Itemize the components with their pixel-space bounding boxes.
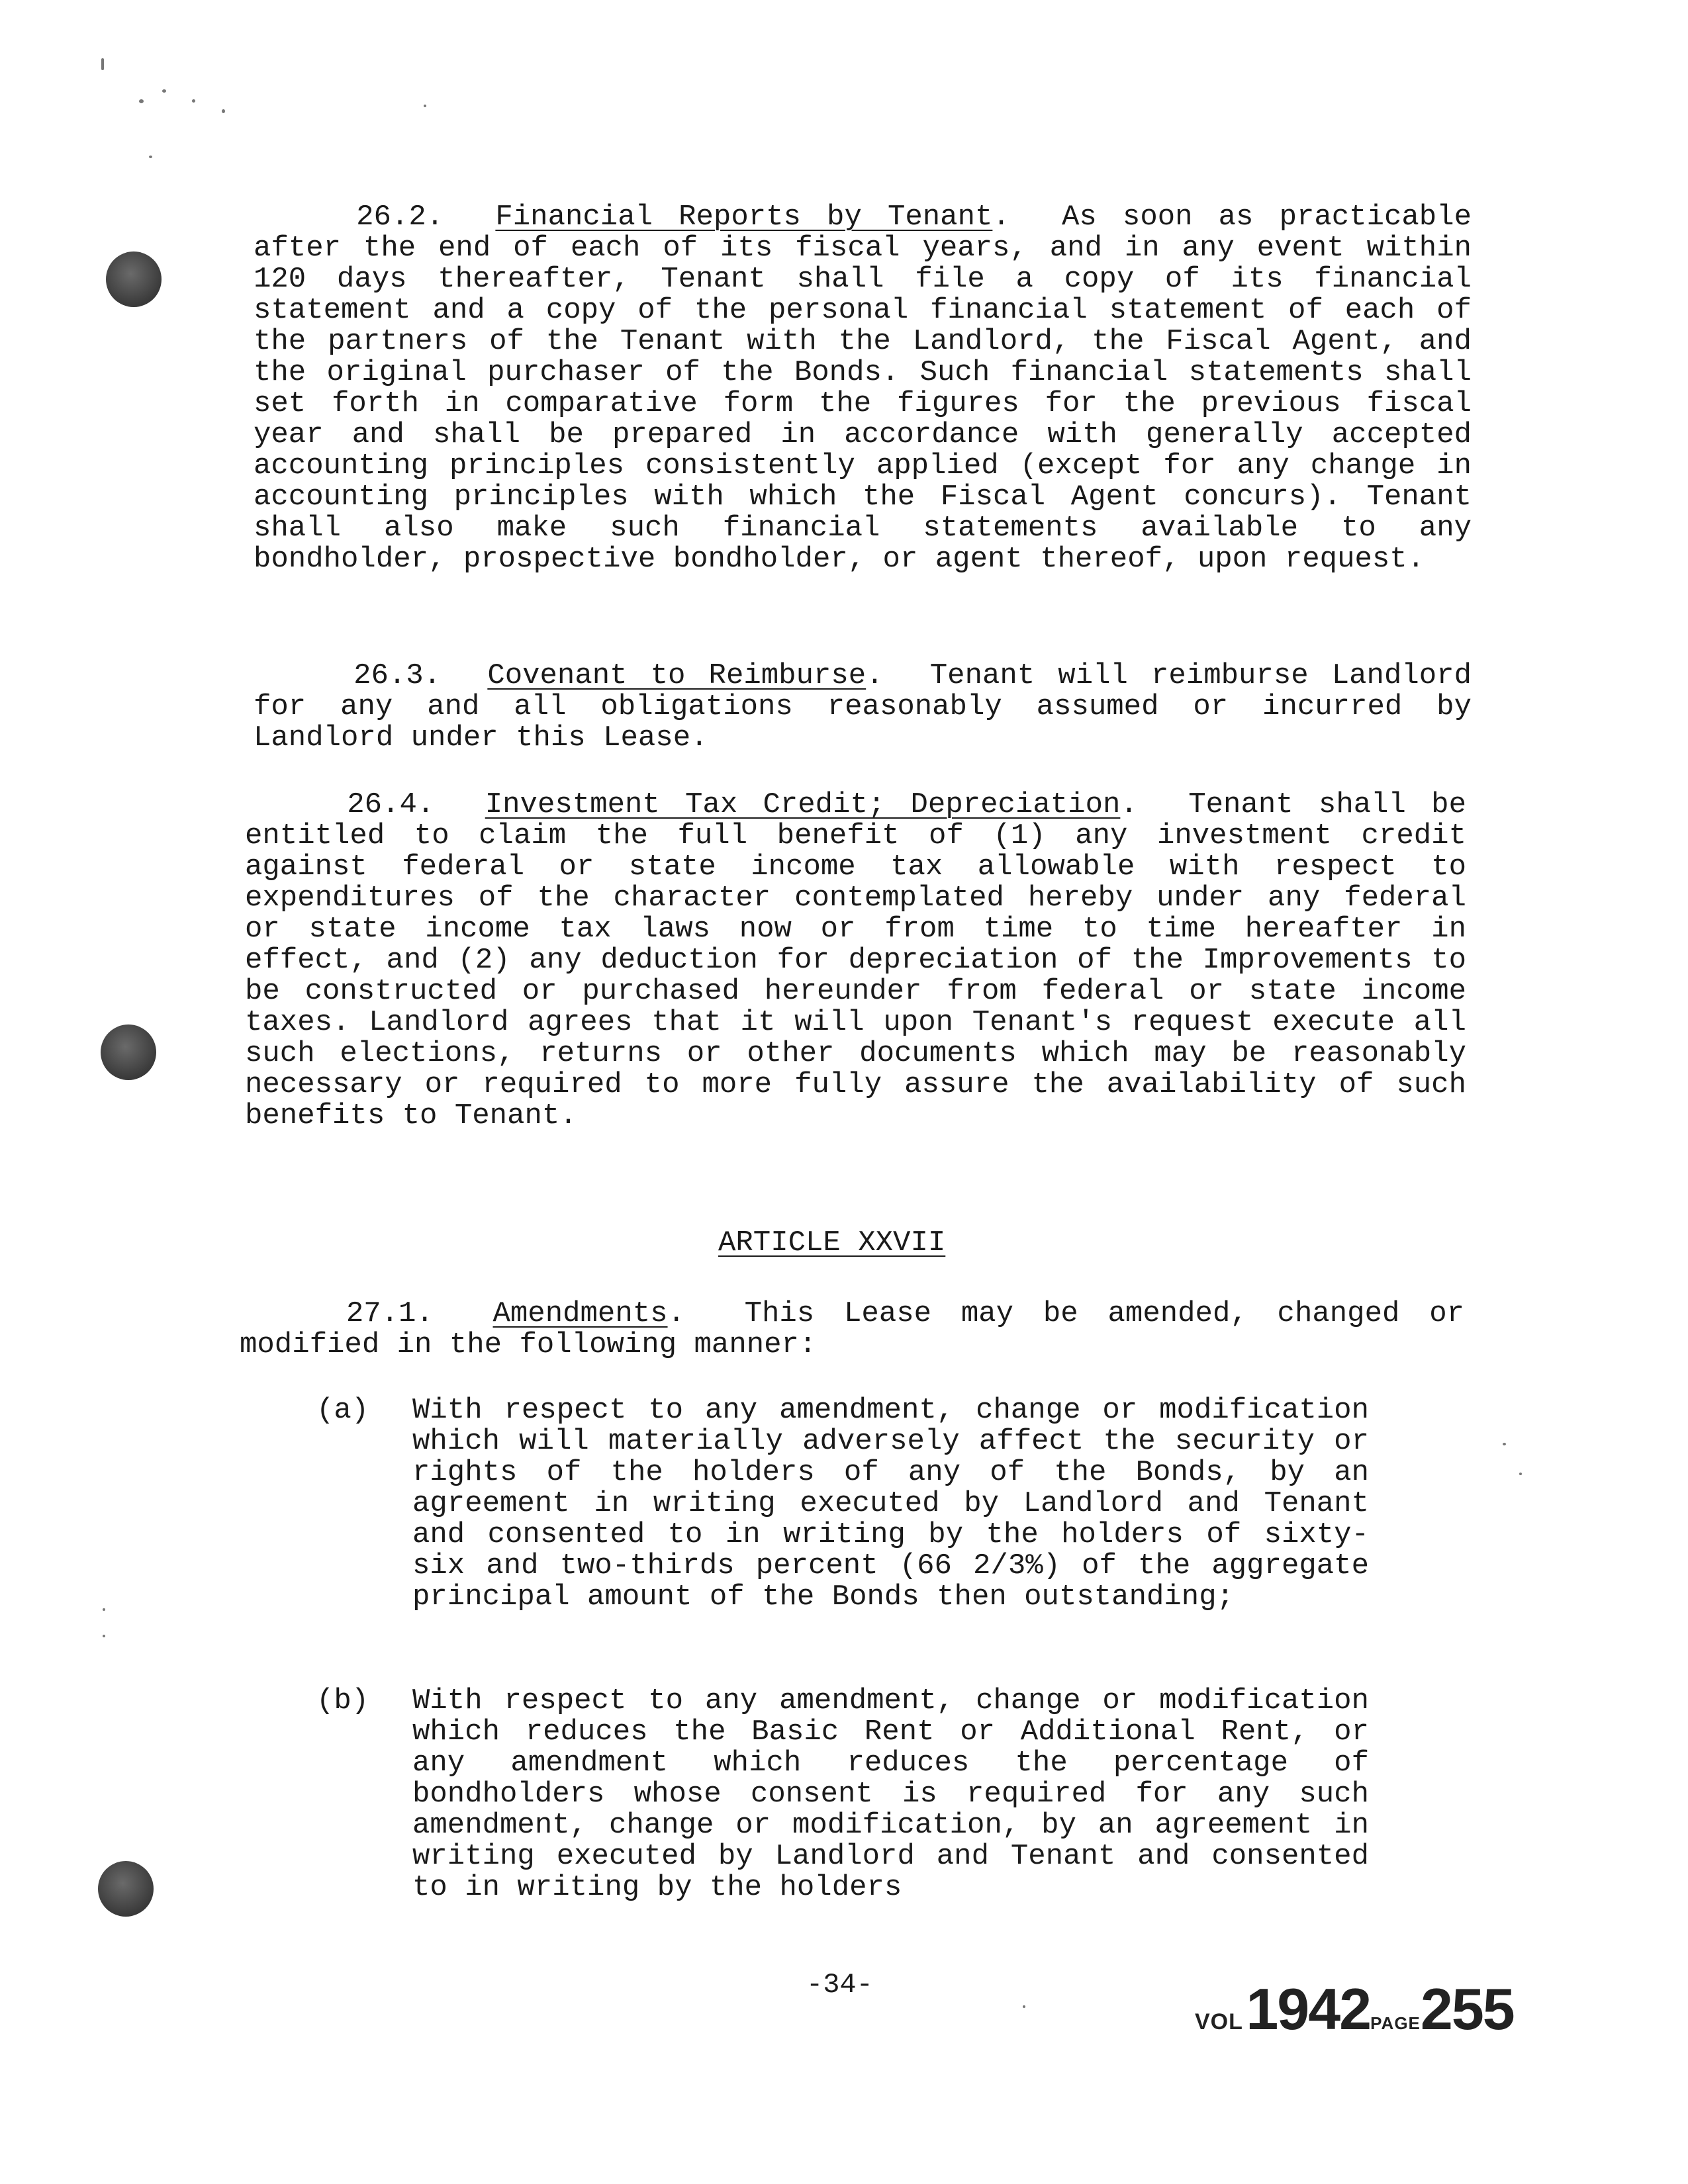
punch-hole-middle: [101, 1024, 156, 1080]
section-26-4-number: 26.4.: [347, 788, 435, 821]
page-number: -34-: [806, 1969, 873, 2001]
stamp-page-number: 255: [1420, 1976, 1514, 2042]
list-item-text: With respect to any amendment, change or modification which reduces the Basic Rent or Additional Rent, or any amendment which reduces the percentage of bondholders whose consent is required for any such amendment, change or modification, by an agreement in writing executed by Landlord and Tenant and consented to in writing by the holders: [412, 1684, 1369, 1904]
list-item: [316, 1395, 1369, 1660]
list-item-label: (a): [316, 1394, 369, 1427]
punch-hole-top: [106, 251, 162, 307]
scan-speck: [1503, 1443, 1506, 1445]
recording-stamp: [1195, 1976, 1514, 2043]
scan-speck: [1519, 1473, 1522, 1475]
section-26-4: 26.4. Investment Tax Credit; Depreciation. Tenant shall be entitled to claim the full benefit of (1) any investment credit against federal or state income tax allowable with respect to expenditures of the character contemplated hereby under any federal or state income tax laws now or from time to time hereafter in effect, and (2) any deduction for depreciation of the Improvements to be constructed or purchased hereunder from federal or state income taxes. Landlord agrees that it will upon Tenant's request execute all such elections, returns or other documents which may be reasonably necessary or required to more fully assure the availability of such benefits to Tenant.: [245, 788, 1466, 1132]
section-26-2-number: 26.2.: [356, 201, 444, 234]
scan-speck: [192, 99, 195, 103]
section-26-3-body: Tenant will reimburse Landlord for any and all obligations reasonably assumed or incurred by Landlord under this Lease.: [254, 659, 1472, 754]
scan-speck: [101, 58, 104, 70]
section-27-1: 27.1. Amendments. This Lease may be amended, changed or modified in the following manner:: [240, 1297, 1465, 1361]
section-26-3-heading: Covenant to Reimburse: [487, 659, 867, 692]
scan-speck: [149, 156, 152, 158]
section-26-4-heading: Investment Tax Credit; Depreciation: [485, 788, 1121, 821]
list-item-text: With respect to any amendment, change or modification which will materially adversely affect the security or rights of the holders of any of the Bonds, by an agreement in writing executed by Landlord and Tenant and consented to in writing by the holders of sixty-six and two-thirds percent (66 2/3%) of the aggregate principal amount of the Bonds then outstanding;: [412, 1394, 1369, 1614]
article-heading: ARTICLE XXVII: [718, 1226, 946, 1259]
list-item-label: (b): [316, 1684, 369, 1717]
stamp-vol-label: VOL: [1195, 2009, 1243, 2034]
section-26-4-body: Tenant shall be entitled to claim the full benefit of (1) any investment credit against federal or state income tax allowable with respect to expenditures of the character contemplated hereby under any federal or state income tax laws now or from time to time hereafter in effect, and (2) any deduction for depreciation of the Improvements to be constructed or purchased hereunder from federal or state income taxes. Landlord agrees that it will upon Tenant's request execute all such elections, returns or other documents which may be reasonably necessary or required to more fully assure the availability of such benefits to Tenant.: [245, 788, 1466, 1132]
scan-speck: [162, 89, 166, 93]
section-27-1-number: 27.1.: [346, 1297, 434, 1330]
section-27-1-heading: Amendments: [492, 1297, 668, 1330]
scan-speck: [222, 109, 225, 113]
section-26-2: 26.2. Financial Reports by Tenant. As soon as practicable after the end of each of its fiscal years, and in any event within 120 days thereafter, Tenant shall file a copy of its financial statement and a copy of the personal financial statement of each of the partners of the Tenant with the Landlord, the Fiscal Agent, and the original purchaser of the Bonds. Such financial statements shall set forth in comparative form the figures for the previous fiscal year and shall be prepared in accordance with generally accepted accounting principles consistently applied (except for any change in accounting principles with which the Fiscal Agent concurs). Tenant shall also make such financial statements available to any bondholder, prospective bondholder, or agent thereof, upon request.: [254, 201, 1472, 576]
stamp-vol-number: 1942: [1246, 1976, 1371, 2042]
scan-speck: [1023, 2005, 1025, 2008]
scan-speck: [139, 99, 144, 103]
scan-speck: [424, 105, 426, 107]
section-26-2-heading: Financial Reports by Tenant: [495, 201, 993, 234]
stamp-page-label: PAGE: [1370, 2013, 1421, 2033]
scan-speck: [103, 1635, 105, 1637]
punch-hole-bottom: [98, 1861, 154, 1917]
list-item: [316, 1686, 1369, 1950]
section-26-2-body: As soon as practicable after the end of each of its fiscal years, and in any event within 120 days thereafter, Tenant shall file a copy of its financial statement and a copy of the personal financial statement of each of the partners of the Tenant with the Landlord, the Fiscal Agent, and the original purchaser of the Bonds. Such financial statements shall set forth in comparative form the figures for the previous fiscal year and shall be prepared in accordance with generally accepted accounting principles consistently applied (except for any change in accounting principles with which the Fiscal Agent concurs). Tenant shall also make such financial statements available to any bondholder, prospective bondholder, or agent thereof, upon request.: [254, 201, 1472, 576]
section-26-3: 26.3. Covenant to Reimburse. Tenant will reimburse Landlord for any and all obligations reasonably assumed or incurred by Landlord under this Lease.: [254, 659, 1472, 754]
section-26-3-number: 26.3.: [353, 659, 442, 692]
section-27-1-body: This Lease may be amended, changed or modified in the following manner:: [240, 1297, 1465, 1361]
scan-speck: [103, 1608, 105, 1611]
